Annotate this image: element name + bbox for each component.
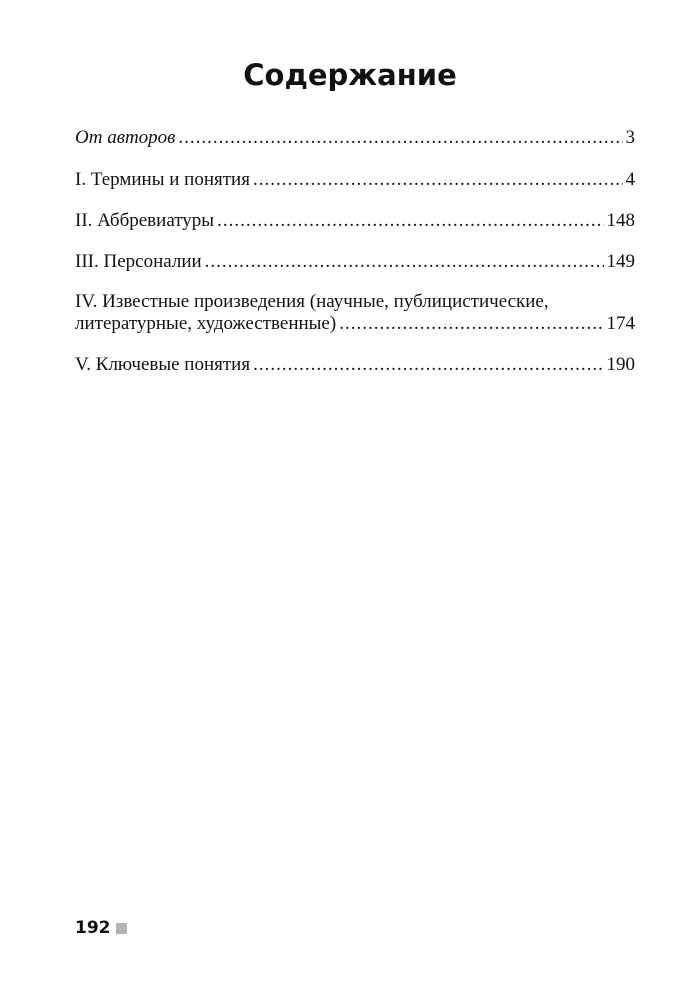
dot-leader [217, 210, 603, 232]
toc-entry-persons[interactable] [75, 251, 635, 273]
toc-entry-page: 190 [606, 354, 635, 375]
page-number-text: 192 [75, 918, 111, 938]
toc-entry-label: От авторов [75, 127, 176, 148]
toc-entry-page: 4 [625, 169, 635, 190]
dot-leader [178, 127, 622, 149]
toc-entry-terms[interactable] [75, 169, 635, 191]
toc-entry-label: III. Персоналии [75, 251, 202, 272]
toc-entry-page: 3 [625, 127, 635, 148]
dot-leader [205, 251, 604, 273]
toc-entry-label: II. Аббревиатуры [75, 210, 215, 231]
toc-entry-from-authors[interactable] [75, 127, 635, 149]
toc-entry-abbreviations[interactable] [75, 210, 635, 232]
toc-entry-label: I. Термины и понятия [75, 169, 250, 190]
toc-entry-page: 148 [606, 210, 635, 231]
square-marker-icon [116, 923, 127, 934]
toc-entry-page: 149 [606, 251, 635, 272]
dot-leader [253, 169, 623, 191]
toc-entry-label: V. Ключевые понятия [75, 354, 251, 375]
toc-entry-label-line1: IV. Известные произведения (научные, публицистические, [75, 291, 549, 312]
toc-entry-key-concepts[interactable] [75, 354, 635, 376]
toc-entry-known-works[interactable] [75, 291, 635, 335]
dot-leader [253, 354, 603, 376]
dot-leader [339, 313, 603, 335]
toc-entry-page: 174 [606, 313, 635, 334]
page-title: Содержание [243, 58, 457, 92]
page-number [75, 918, 127, 938]
toc-entry-label-line2: литературные, художественные) [75, 313, 337, 334]
